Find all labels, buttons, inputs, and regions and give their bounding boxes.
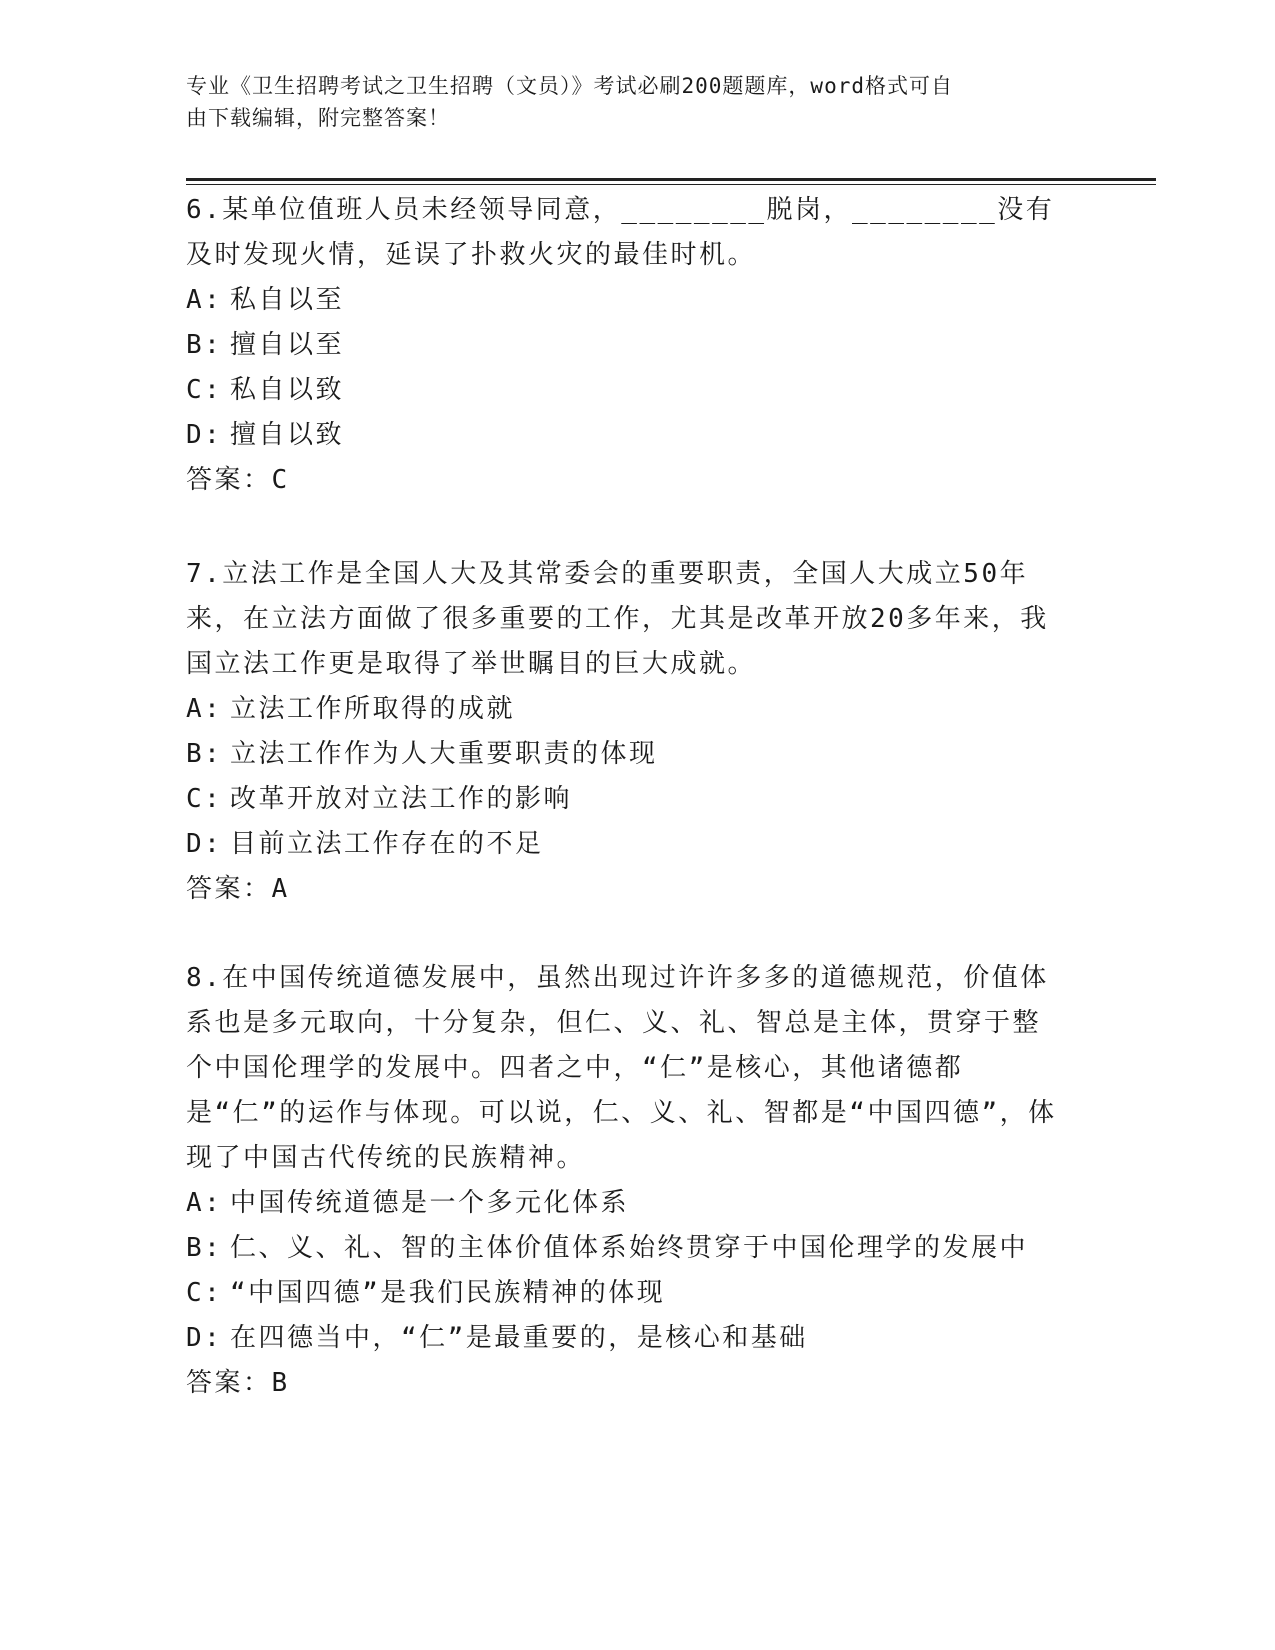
option-label: C: (186, 1278, 223, 1308)
header-line-2: 由下载编辑，附完整答案！ (186, 106, 450, 130)
question-stem: 8.在中国传统道德发展中，虽然出现过许许多多的道德规范，价值体系也是多元取向，十分复杂，但仁、义、礼、智总是主体，贯穿于整个中国伦理学的发展中。四者之中，“仁”是核心，其他诸德都是“仁”的运作与体现。可以说，仁、义、礼、智都是“中国四德”，体现了中国古代传统的民族精神。 (186, 963, 1057, 1173)
option-text: 擅自以至 (230, 330, 345, 360)
option-b (186, 732, 1066, 777)
option-text: 改革开放对立法工作的影响 (230, 784, 573, 814)
option-label: D: (186, 1323, 223, 1353)
option-label: C: (186, 375, 223, 405)
option-b (186, 1226, 1066, 1271)
option-c (186, 368, 1066, 413)
question-7 (186, 552, 1066, 912)
option-text: 立法工作所取得的成就 (230, 694, 516, 724)
option-d (186, 413, 1066, 458)
answer-line: 答案：C (186, 465, 290, 495)
header-divider-thick (186, 178, 1156, 181)
question-stem: 7.立法工作是全国人大及其常委会的重要职责，全国人大成立50年来，在立法方面做了很多重要的工作，尤其是改革开放20多年来，我国立法工作更是取得了举世瞩目的巨大成就。 (186, 559, 1049, 679)
option-c (186, 1271, 1066, 1316)
option-label: C: (186, 784, 223, 814)
option-text: 仁、义、礼、智的主体价值体系始终贯穿于中国伦理学的发展中 (230, 1233, 1029, 1263)
option-text: 中国传统道德是一个多元化体系 (230, 1188, 630, 1218)
document-header (186, 70, 1066, 134)
option-text: 私自以至 (230, 285, 345, 315)
question-8 (186, 956, 1066, 1406)
option-label: B: (186, 1233, 223, 1263)
option-label: A: (186, 1188, 223, 1218)
option-a (186, 687, 1066, 732)
option-text: “中国四德”是我们民族精神的体现 (230, 1278, 666, 1308)
option-label: A: (186, 285, 223, 315)
option-c (186, 777, 1066, 822)
option-text: 立法工作作为人大重要职责的体现 (230, 739, 658, 769)
option-d (186, 822, 1066, 867)
answer-line: 答案：B (186, 1368, 290, 1398)
question-6 (186, 188, 1066, 503)
option-b (186, 323, 1066, 368)
answer-line: 答案：A (186, 874, 290, 904)
header-line-1: 专业《卫生招聘考试之卫生招聘（文员）》考试必刷200题题库，word格式可自 (186, 74, 953, 98)
header-divider-thin (186, 184, 1156, 185)
option-label: D: (186, 829, 223, 859)
option-text: 在四德当中，“仁”是最重要的，是核心和基础 (230, 1323, 808, 1353)
option-text: 私自以致 (230, 375, 345, 405)
option-text: 目前立法工作存在的不足 (230, 829, 544, 859)
option-label: A: (186, 694, 223, 724)
option-text: 擅自以致 (230, 420, 345, 450)
option-d (186, 1316, 1066, 1361)
option-label: B: (186, 739, 223, 769)
option-label: D: (186, 420, 223, 450)
option-a (186, 1181, 1066, 1226)
question-stem: 6.某单位值班人员未经领导同意，________脱岗，________没有及时发现火情，延误了扑救火灾的最佳时机。 (186, 195, 1055, 270)
option-a (186, 278, 1066, 323)
option-label: B: (186, 330, 223, 360)
